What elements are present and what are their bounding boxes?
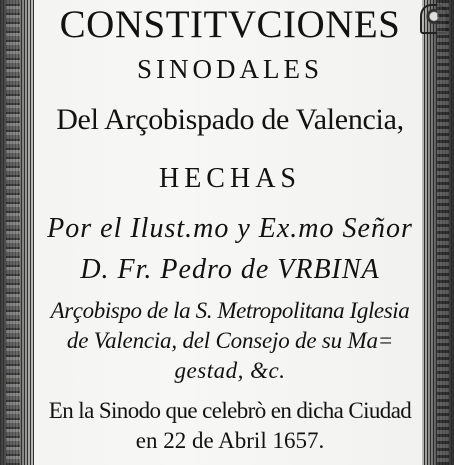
author-line-1: Por el Ilust.mo y Ex.mo Señor [47,213,413,244]
title-page-text [24,0,436,465]
synod-line-1: En la Sinodo que celebrò en dicha Ciudad [48,398,412,423]
title-line-4: HECHAS [158,163,301,194]
author-line-3: Arçobispo de la S. Metropolitana Iglesia [50,298,410,323]
title-line-3: Del Arçobispado de Valencia, [56,103,404,136]
synod-line-2: en 22 de Abril 1657. [135,428,325,453]
author-line-2: D. Fr. Pedro de VRBINA [80,254,380,285]
author-line-5: gestad, &c. [174,358,286,383]
title-line-1: CONSTITVCIONES [59,3,401,46]
author-line-4: de Valencia, del Consejo de su Ma= [66,328,394,353]
title-line-2: SINODALES [136,54,323,84]
